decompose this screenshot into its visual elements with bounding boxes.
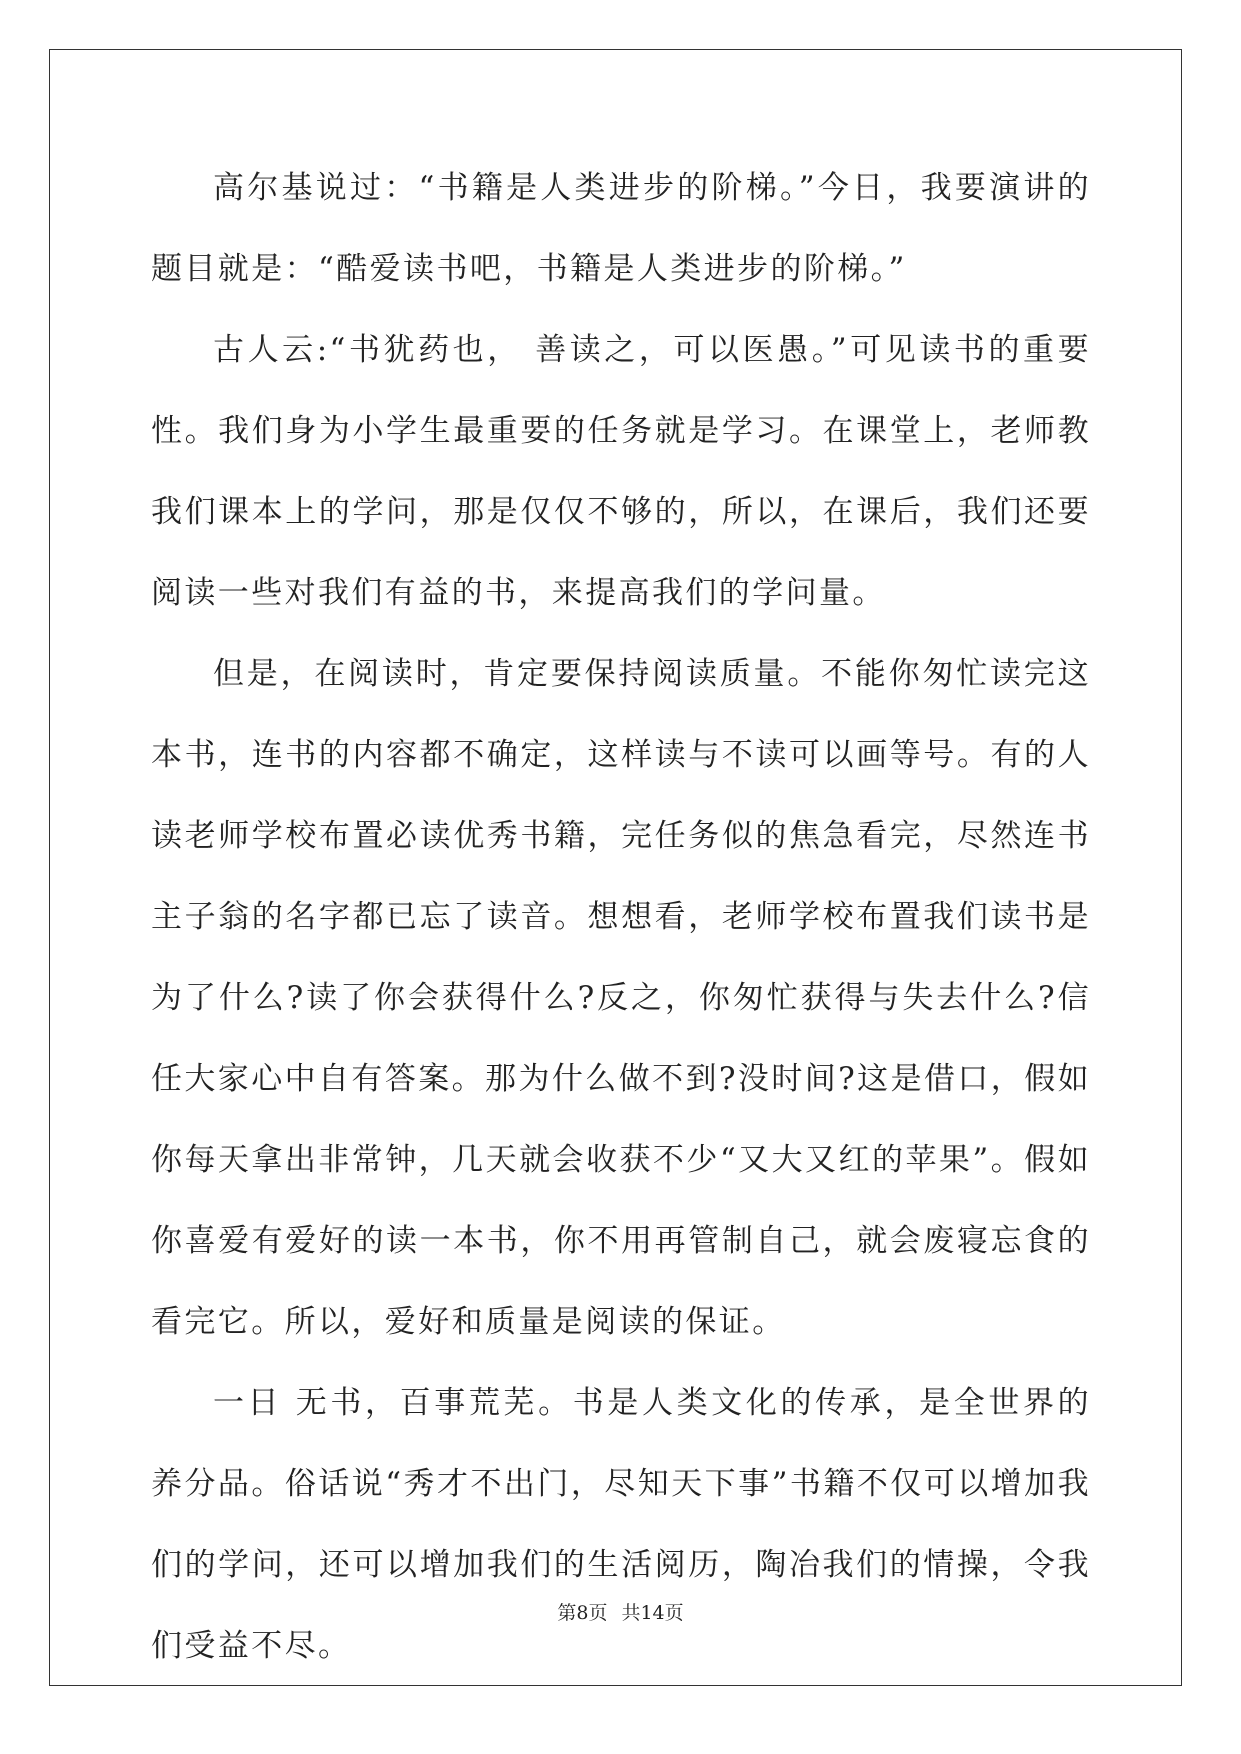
- paragraph-1: 高尔基说过：“书籍是人类进步的阶梯。”今日，我要演讲的题目就是：“酷爱读书吧，书籍是人类进步的阶梯。”: [151, 170, 1091, 287]
- paragraph-2: 古人云:“书犹药也， 善读之，可以医愚。”可见读书的重要性。我们身为小学生最重要的任务就是学习。在课堂上，老师教我们课本上的学问，那是仅仅不够的，所以，在课后，我们还要阅读一些对我们有益的书，来提高我们的学问量。: [151, 332, 1091, 611]
- paragraph-3: 但是，在阅读时，肯定要保持阅读质量。不能你匆忙读完这本书，连书的内容都不确定，这样读与不读可以画等号。有的人读老师学校布置必读优秀书籍，完任务似的焦急看完，尽然连书主子翁的名字都已忘了读音。想想看，老师学校布置我们读书是为了什么?读了你会获得什么?反之，你匆忙获得与失去什么?信任大家心中自有答案。那为什么做不到?没时间?这是借口，假如你每天拿出非常钟，几天就会收获不少“又大又红的苹果”。假如你喜爱有爱好的读一本书，你不用再管制自己，就会废寝忘食的看完它。所以，爱好和质量是阅读的保证。: [151, 656, 1091, 1340]
- total-pages-label: 共14页: [621, 1602, 684, 1624]
- page-footer: [0, 1598, 1241, 1625]
- document-body: [151, 148, 1091, 1687]
- current-page-label: 第8页: [557, 1602, 608, 1624]
- paragraph-4: 一日 无书，百事荒芜。书是人类文化的传承，是全世界的养分品。俗话说“秀才不出门，尽知天下事”书籍不仅可以增加我们的学问，还可以增加我们的生活阅历，陶冶我们的情操，令我们受益不尽。: [151, 1385, 1091, 1664]
